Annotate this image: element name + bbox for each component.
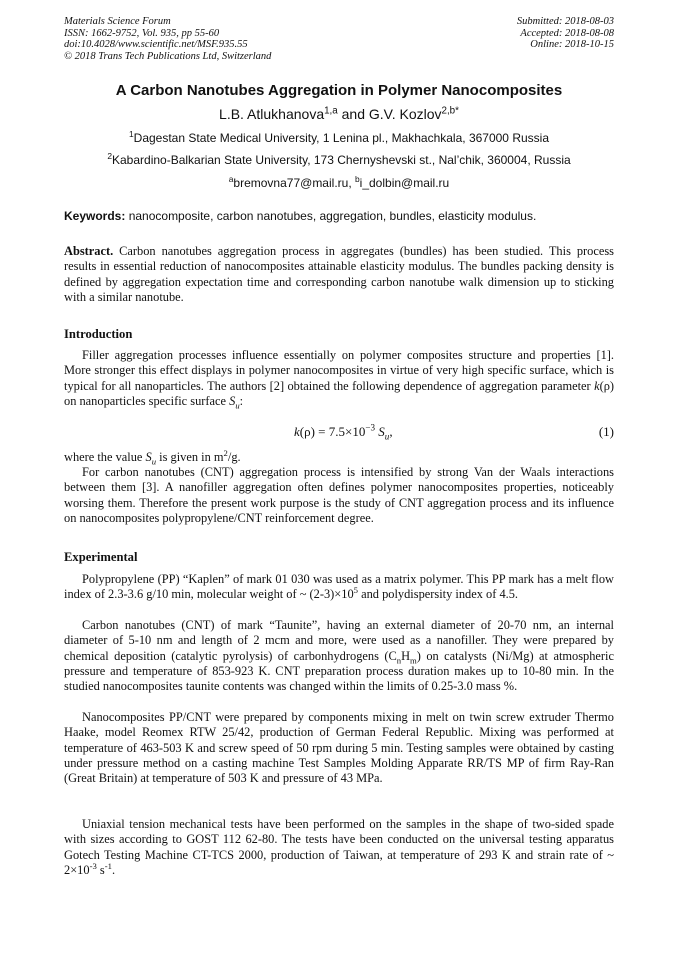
intro-paragraph-3: For carbon nanotubes (CNT) aggregation process is intensified by strong Van der Waals interactions between them [3]. A nanofiller aggregation often defines polymer nanocomposites properties, noticeably worsing them. Therefore the present work purpose is the study of CNT aggregation process and its influence on nanocomposites polypropylene/CNT reinforcement degree. <box>64 465 614 525</box>
author-and: and <box>337 106 369 122</box>
affiliation-2 <box>0 153 678 167</box>
author-2: G.V. Kozlov <box>368 106 442 122</box>
email-b-sup: b <box>355 174 360 184</box>
intro-p2-S: S <box>145 450 152 464</box>
online-date: Online: 2018-10-15 <box>530 39 614 50</box>
abstract <box>64 244 614 305</box>
exp-p1-exp: 5 <box>353 585 358 596</box>
intro-p1-k: k <box>594 378 600 393</box>
journal-name: Materials Science Forum <box>64 16 171 27</box>
affiliation-1-sup: 1 <box>128 129 134 139</box>
eq-S: S <box>378 424 385 439</box>
email-b[interactable]: i_dolbin@mail.ru <box>359 176 450 190</box>
equation-1-formula <box>294 424 393 440</box>
exp-p2-m: m <box>410 655 417 666</box>
intro-p2-text-c: /g. <box>227 450 241 464</box>
paper-title: A Carbon Nanotubes Aggregation in Polymer Nanocomposites <box>115 82 563 99</box>
journal-header <box>64 16 271 62</box>
exp-p4-text-c: . <box>111 862 116 877</box>
intro-p2-exp: 2 <box>223 447 228 458</box>
emails <box>0 176 678 190</box>
issn-line: ISSN: 1662-9752, Vol. 935, pp 55-60 <box>64 27 220 39</box>
equation-1 <box>64 424 614 444</box>
exp-p2-text-a: Carbon nanotubes (CNT) of mark “Taunite”, having an external diameter of 20-70 nm, an internal diameter of 5-10 nm and length of 2 mcm and more, were used as a nanofiller. They were prepared by chemical deposition (catalytic pyrolysis) of carbonhydrogens (C <box>64 618 614 663</box>
abstract-label: Abstract. <box>64 244 114 258</box>
submitted-date: Submitted: 2018-08-03 <box>516 16 614 27</box>
exp-p2-n: n <box>396 655 402 666</box>
affiliation-2-text: Kabardino-Balkarian State University, 173 Chernyshevski st., Nal’chik, 360004, Russia <box>112 153 571 167</box>
intro-paragraph-2 <box>64 447 614 467</box>
affiliation-1 <box>0 131 678 145</box>
affiliation-1-text: Dagestan State Medical University, 1 Lenina pl., Makhachkala, 367000 Russia <box>133 131 549 145</box>
author-2-sup: 2,b* <box>441 105 459 117</box>
affiliation-2-sup: 2 <box>107 151 112 161</box>
abstract-text: Carbon nanotubes aggregation process in aggregates (bundles) has been studied. This process results in essential reduction of nanocomposites attainable elasticity modulus. The bundles packing density is defined by aggregation expectation time and corresponding carbon nanotube walk dimension up to sticking with a similar nanotube. <box>64 244 614 304</box>
eq-u: u <box>384 431 390 442</box>
intro-p1-S: S <box>229 393 236 408</box>
keywords-label: Keywords: <box>64 209 126 223</box>
email-a-sup: a <box>228 174 234 184</box>
intro-p1-u: u <box>235 400 240 411</box>
intro-p1-text-b: (ρ) on nanoparticles specific surface <box>64 378 614 408</box>
intro-p2-text-b: is given in m <box>156 450 224 464</box>
exp-p1-text-a: Polypropylene (PP) “Kaplen” of mark 01 030 was used as a matrix polymer. This PP mark has a melt flow index of 2.3-3.6 g/10 min, molecular weight of ~ (2-3)×10 <box>64 572 614 602</box>
intro-p1-text-a: Filler aggregation processes influence essentially on polymer composites structure and properties [1]. More stronger this effect displays in polymer nanocomposites in virtue of very high specific surface, which is typical for all nanoparticles. The authors [2] obtained the following dependence of aggregation parameter <box>64 348 614 393</box>
exp-p4-text-a: Uniaxial tension mechanical tests have been performed on the samples in the shape of two-sided spade with sizes according to GOST 112 62-80. The tests have been conducted on the universal testing apparatus Gotech Testing Machine CT-TCS 2000, production of Taiwan, at temperature of 293 K and strain rate of ~ 2×10 <box>64 817 614 877</box>
author-1-sup: 1,a <box>324 105 338 117</box>
exp-p1-text-b: and polydispersity index of 4.5. <box>358 587 519 602</box>
exp-p4-exp2: -1 <box>104 860 112 871</box>
equation-1-number: (1) <box>598 424 614 439</box>
exp-paragraph-3: Nanocomposites PP/CNT were prepared by components mixing in melt on twin screw extruder Thermo Haake, model Reomex RTW 25/42, production of German Federal Republic. Mixing was performed at temperature of 463-503 K and screw speed of 50 rpm during 5 min. Testing samples were obtained by casting under pressure method on a casting machine Test Samples Molding Apparate RR/TS MP of firm Ray-Ran (Great Britain) at temperature of 503 K and pressure of 43 MPa. <box>64 710 614 786</box>
exp-p4-exp1: -3 <box>89 860 97 871</box>
doi-line[interactable]: doi:10.4028/www.scientific.net/MSF.935.55 <box>64 39 248 50</box>
section-heading-introduction: Introduction <box>64 327 133 341</box>
eq-exp: −3 <box>365 422 376 433</box>
dates-header <box>517 16 614 51</box>
keywords <box>64 209 614 223</box>
author-1: L.B. Atlukhanova <box>219 106 325 122</box>
copyright-line: © 2018 Trans Tech Publications Ltd, Switzerland <box>64 50 272 62</box>
accepted-date: Accepted: 2018-08-08 <box>520 27 614 39</box>
author-line <box>0 106 678 122</box>
exp-paragraph-2 <box>64 618 614 694</box>
keywords-text: nanocomposite, carbon nanotubes, aggregation, bundles, elasticity modulus. <box>125 209 537 223</box>
eq-comma: , <box>389 424 393 439</box>
eq-left: (ρ) = 7.5×10 <box>299 424 366 439</box>
intro-paragraph-1 <box>64 348 614 409</box>
exp-p2-H: H <box>401 648 411 663</box>
exp-p2-text-b: ) on catalysts (Ni/Mg) at atmospheric pressure and temperature of 853-923 K. CNT preparation process duration makes up to 10-80 min. In the studied nanocomposites taunite contents was changed within the limits of 0.25-3.0 mass %. <box>64 648 615 694</box>
email-a[interactable]: bremovna77@mail.ru, <box>233 176 355 190</box>
eq-k: k <box>294 424 300 439</box>
section-heading-experimental: Experimental <box>64 550 138 564</box>
intro-p2-text-a: where the value <box>64 450 146 464</box>
intro-p1-text-c: : <box>239 393 244 408</box>
exp-paragraph-4 <box>64 817 614 878</box>
exp-p4-text-b: s <box>96 862 105 877</box>
exp-paragraph-1 <box>64 572 614 603</box>
intro-p2-u: u <box>151 456 157 467</box>
